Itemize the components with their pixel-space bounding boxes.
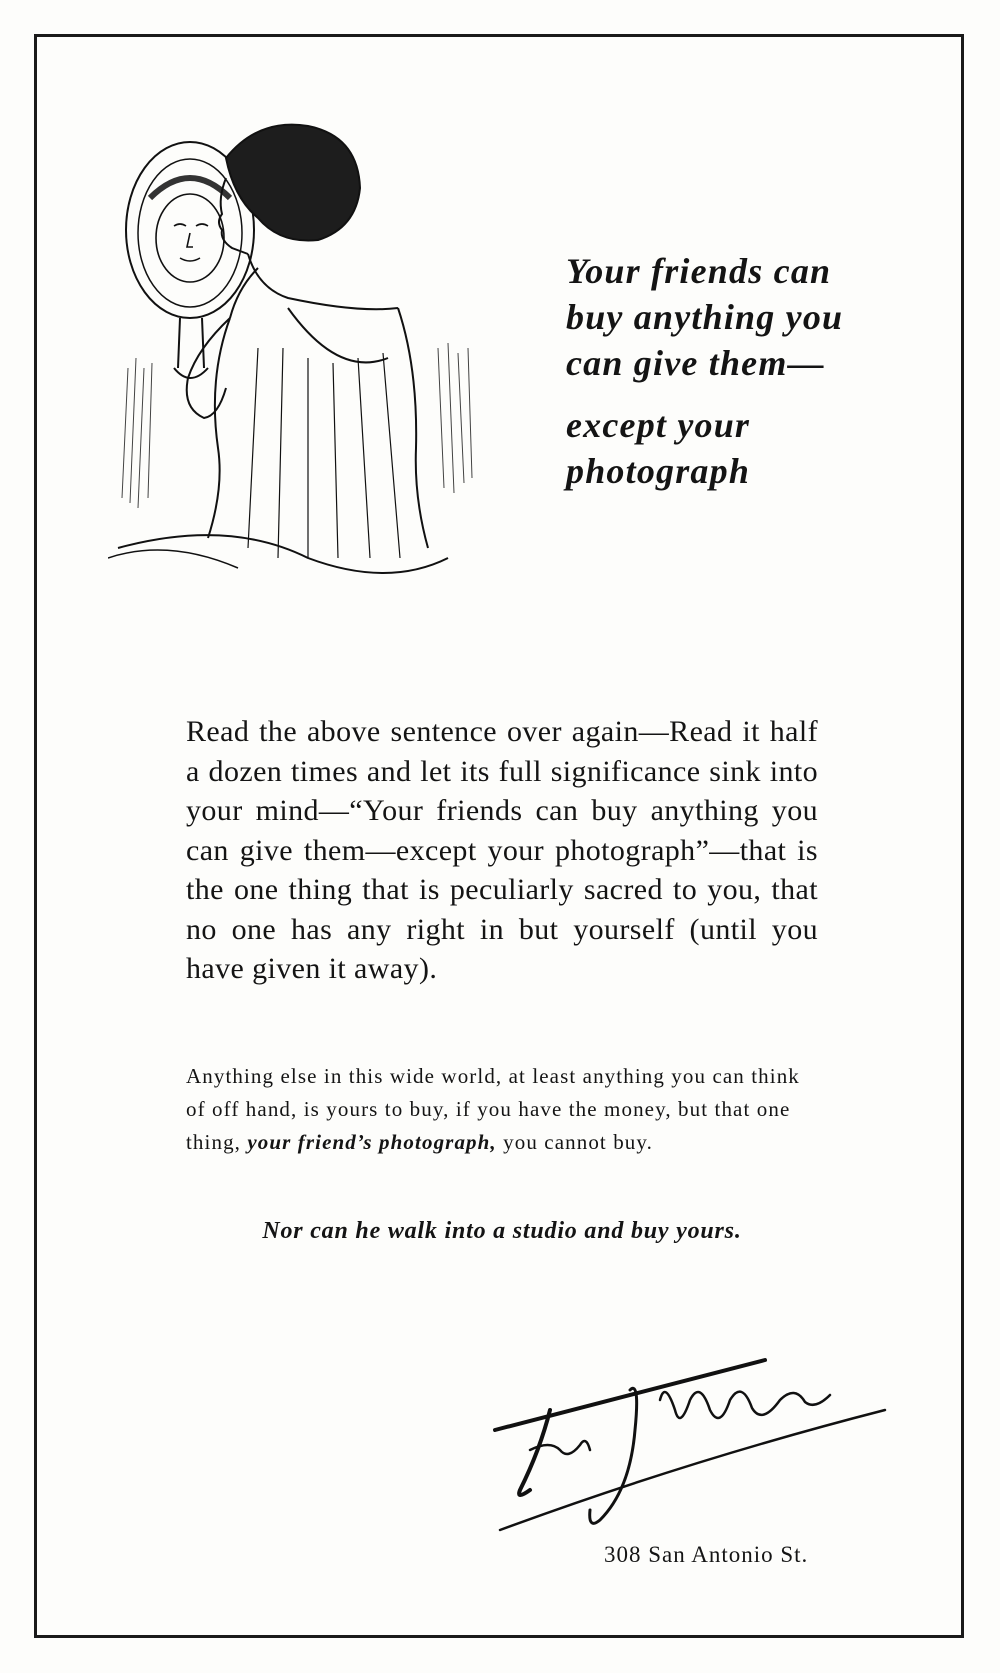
reflected-face	[150, 178, 230, 282]
body-paragraph: Read the above sentence over again—Read it half a dozen times and let its full significance sink into your mind—“Your friends can buy anything you can give them—except your photograph”—that is the one thing that is peculiarly sacred to you, that no one has any right in but yourself (until you have given it away).	[186, 715, 818, 985]
secondary-paragraph	[186, 1060, 818, 1159]
headline-tag-2: photograph	[566, 451, 751, 491]
headline-line-1: Your friends can	[566, 251, 832, 291]
woman-with-mirror-illustration	[108, 118, 508, 618]
secondary-text-end: you cannot buy.	[496, 1130, 653, 1154]
closing-line: Nor can he walk into a studio and buy yours.	[262, 1218, 742, 1244]
headline-line-3: can give them—	[566, 343, 825, 383]
headline-line-2: buy anything you	[566, 297, 844, 337]
headline-tag-1: except your	[566, 405, 751, 445]
headline	[566, 248, 926, 494]
secondary-text-start: Anything else in this wide world, at least anything you can think of off hand, is yours to buy, if you have the money, but that one thing,	[186, 1064, 800, 1154]
handwritten-signature	[490, 1340, 890, 1540]
emphasized-phrase: your friend’s photograph,	[247, 1130, 497, 1154]
address: 308 San Antonio St.	[604, 1542, 809, 1567]
